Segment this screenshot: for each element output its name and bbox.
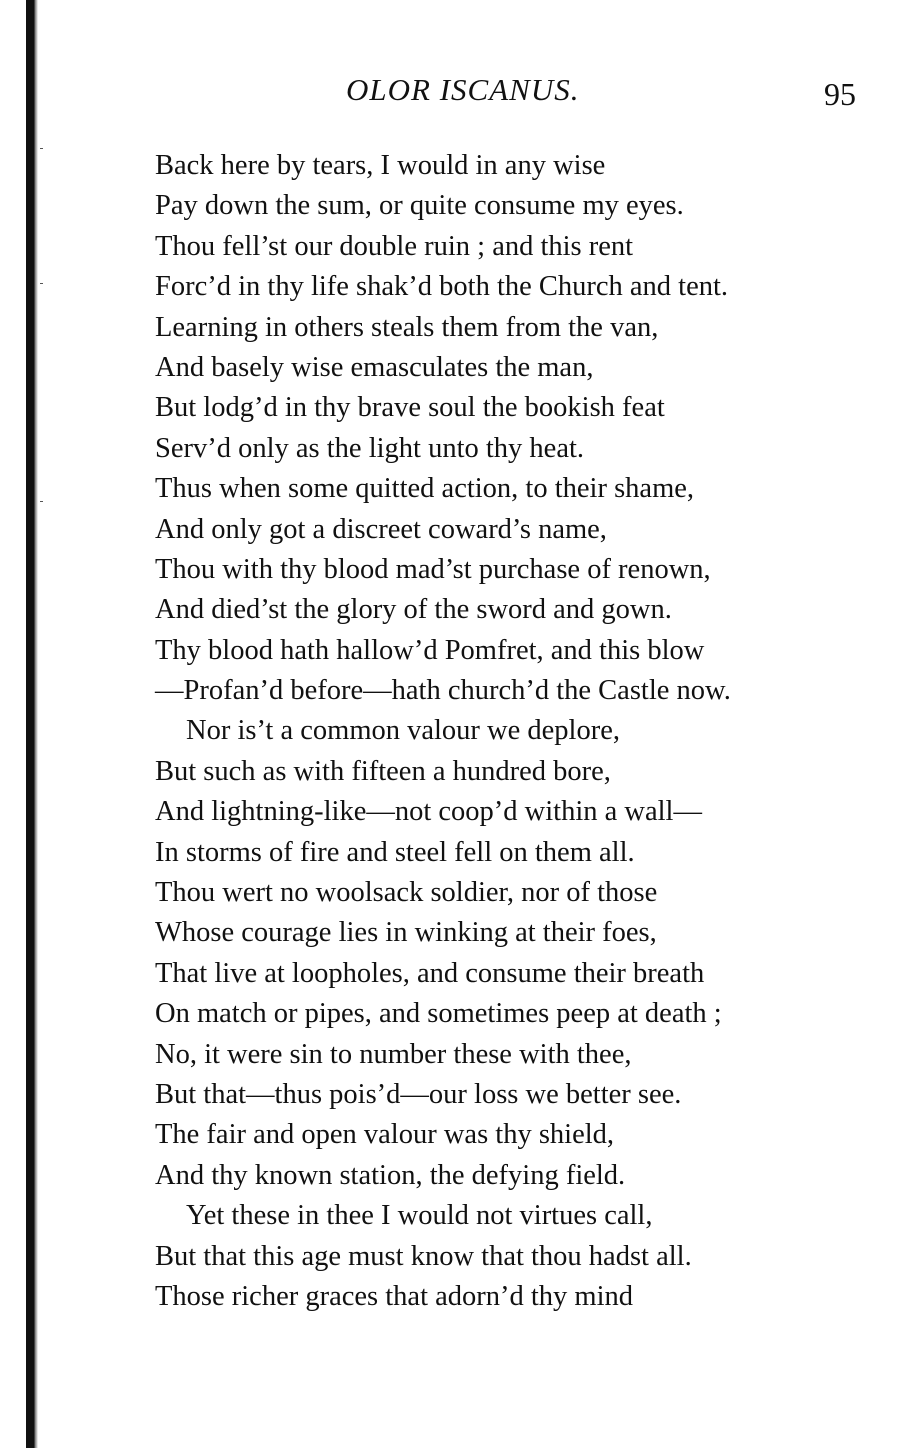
poem-line: Thy blood hath hallow’d Pomfret, and this blow [155,634,705,666]
poem-line: Serv’d only as the light unto thy heat. [155,432,585,464]
poem-text [155,146,895,1317]
poem-line: But that this age must know that thou hadst all. [155,1240,692,1272]
poem-line: On match or pipes, and sometimes peep at death ; [155,998,722,1030]
poem-line: But such as with fifteen a hundred bore, [155,755,611,787]
running-title: OLOR ISCANUS. [346,72,580,107]
poem-line: Thou fell’st our double ruin ; and this rent [155,230,634,262]
poem-line: And thy known station, the defying field. [155,1159,626,1191]
poem-line: Thou with thy blood mad’st purchase of renown, [155,553,711,585]
poem-line: —Profan’d before—hath church’d the Castle now. [155,675,731,707]
stanza-first-line: Yet these in thee I would not virtues call, [186,1200,653,1232]
poem-line: Pay down the sum, or quite consume my eyes. [155,190,684,222]
poem-line: And lightning-like—not coop’d within a wall— [155,796,702,828]
page-binding-edge [26,0,38,1448]
poem-line: And died’st the glory of the sword and gown. [155,594,672,626]
binding-speck [40,283,43,284]
page-header [0,72,918,112]
poem-line: Learning in others steals them from the van, [155,311,659,343]
poem-line: In storms of fire and steel fell on them all. [155,836,635,868]
poem-line: Whose courage lies in winking at their foes, [155,917,657,949]
poem-line: But lodg’d in thy brave soul the bookish feat [155,392,665,424]
stanza-first-line: Nor is’t a common valour we deplore, [186,715,620,747]
poem-line: Forc’d in thy life shak’d both the Church and tent. [155,271,729,303]
poem-line: Those richer graces that adorn’d thy mind [155,1280,634,1312]
poem-line: That live at loopholes, and consume their breath [155,957,705,989]
poem-line: Back here by tears, I would in any wise [155,150,606,181]
page-number: 95 [824,76,856,112]
poem-line: And only got a discreet coward’s name, [155,513,607,545]
binding-speck [40,501,43,502]
poem-line: Thou wert no woolsack soldier, nor of those [155,877,658,909]
poem-line: The fair and open valour was thy shield, [155,1119,615,1151]
poem-line: And basely wise emasculates the man, [155,351,594,383]
poem-line: No, it were sin to number these with thee, [155,1038,632,1070]
poem-line: Thus when some quitted action, to their shame, [155,473,695,505]
poem-line: But that—thus pois’d—our loss we better see. [155,1078,682,1110]
binding-speck [40,148,43,149]
